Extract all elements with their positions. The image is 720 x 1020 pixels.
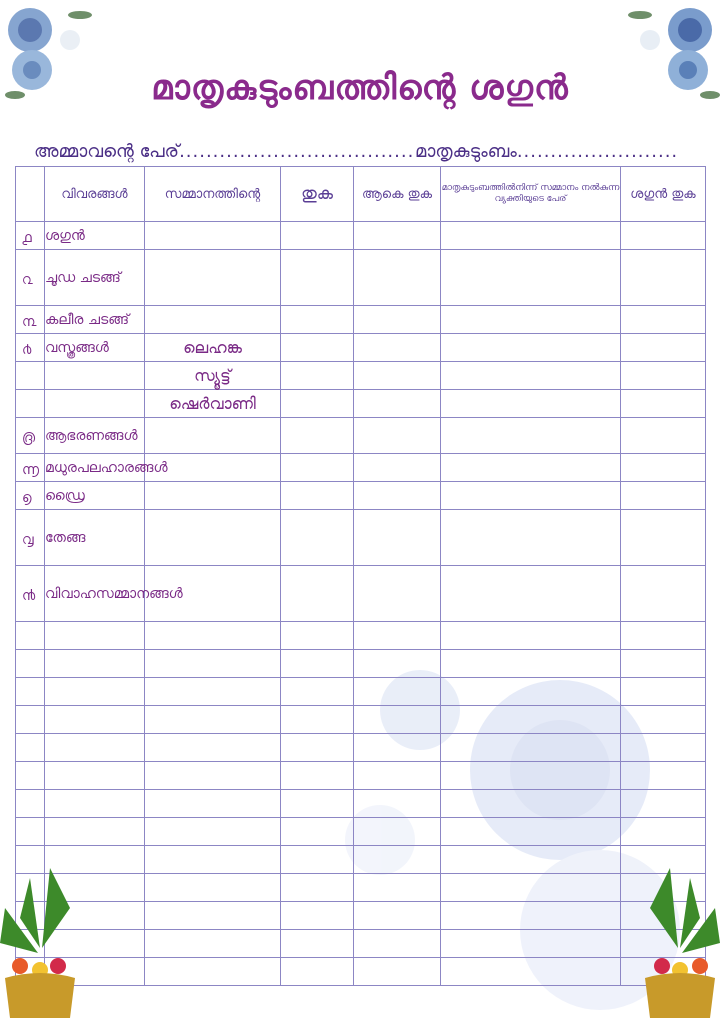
blank-cell[interactable]: [281, 622, 354, 650]
blank-cell[interactable]: [441, 678, 621, 706]
row-gift-item: [145, 222, 281, 250]
blank-table-row: [16, 958, 706, 986]
blank-cell[interactable]: [145, 846, 281, 874]
blank-cell[interactable]: [281, 846, 354, 874]
blank-cell[interactable]: [16, 790, 45, 818]
blank-cell[interactable]: [281, 650, 354, 678]
blank-cell[interactable]: [145, 762, 281, 790]
blank-cell[interactable]: [354, 678, 441, 706]
blank-table-row: [16, 734, 706, 762]
bottom-right-kalash-decoration: [640, 858, 720, 1018]
blank-cell[interactable]: [441, 930, 621, 958]
header-giver-name: മാതൃകുടുംബത്തിൽനിന്ന് സമ്മാനം നൽകുന്ന വ്യക്തിയുടെ പേര്: [441, 167, 621, 222]
blank-cell[interactable]: [145, 874, 281, 902]
maternal-family-label: മാതൃകുടുംബം: [415, 141, 517, 162]
row-number: ൧: [16, 222, 45, 250]
blank-cell[interactable]: [145, 790, 281, 818]
row-total-cell[interactable]: [354, 510, 441, 566]
blank-cell[interactable]: [281, 958, 354, 986]
maternal-family-blank: ........................: [516, 141, 679, 162]
row-total-cell[interactable]: [354, 222, 441, 250]
blank-cell[interactable]: [281, 818, 354, 846]
row-detail-label: തേങ്ങ: [45, 510, 145, 566]
blank-cell[interactable]: [354, 622, 441, 650]
row-shagun-cell[interactable]: [621, 250, 706, 306]
row-detail-label: ആഭരണങ്ങൾ: [45, 418, 145, 454]
blank-cell[interactable]: [145, 902, 281, 930]
table-row: [16, 222, 706, 250]
uncle-name-field[interactable]: [34, 141, 414, 162]
row-giver-cell[interactable]: [441, 334, 621, 362]
row-total-cell[interactable]: [354, 334, 441, 362]
row-amount-cell[interactable]: [281, 482, 354, 510]
row-giver-cell[interactable]: [441, 222, 621, 250]
blank-cell[interactable]: [441, 818, 621, 846]
row-total-cell[interactable]: [354, 454, 441, 482]
blank-cell[interactable]: [281, 762, 354, 790]
blank-cell[interactable]: [45, 706, 145, 734]
blank-cell[interactable]: [354, 846, 441, 874]
blank-cell[interactable]: [45, 790, 145, 818]
row-total-cell[interactable]: [354, 418, 441, 454]
blank-cell[interactable]: [16, 734, 45, 762]
row-gift-item: [145, 418, 281, 454]
blank-cell[interactable]: [441, 846, 621, 874]
row-number: [16, 362, 45, 390]
blank-cell[interactable]: [16, 650, 45, 678]
row-detail-label: ഡ്രൈ: [45, 482, 145, 510]
row-amount-cell[interactable]: [281, 362, 354, 390]
blank-table-row: [16, 930, 706, 958]
row-detail-label: വസ്ത്രങ്ങൾ: [45, 334, 145, 362]
row-detail-label: [45, 362, 145, 390]
row-detail-label: കലീര ചടങ്ങ്: [45, 306, 145, 334]
row-number: ൬: [16, 454, 45, 482]
row-detail-label: മധുരപലഹാരങ്ങൾ: [45, 454, 145, 482]
row-detail-label: വിവാഹസമ്മാനങ്ങൾ: [45, 566, 145, 622]
row-detail-label: ചൂഡ ചടങ്ങ്: [45, 250, 145, 306]
blank-cell[interactable]: [441, 874, 621, 902]
blank-cell[interactable]: [354, 762, 441, 790]
blank-cell[interactable]: [354, 958, 441, 986]
blank-cell[interactable]: [16, 762, 45, 790]
row-amount-cell[interactable]: [281, 510, 354, 566]
header-number: [16, 167, 45, 222]
blank-table-row: [16, 622, 706, 650]
blank-cell[interactable]: [145, 650, 281, 678]
row-detail-label: ശഗുൻ: [45, 222, 145, 250]
row-giver-cell[interactable]: [441, 454, 621, 482]
blank-cell[interactable]: [441, 790, 621, 818]
row-gift-item: [145, 482, 281, 510]
blank-cell[interactable]: [441, 958, 621, 986]
row-total-cell[interactable]: [354, 566, 441, 622]
row-detail-label: [45, 390, 145, 418]
row-shagun-cell[interactable]: [621, 454, 706, 482]
header-details: വിവരങ്ങൾ: [45, 167, 145, 222]
row-total-cell[interactable]: [354, 390, 441, 418]
blank-cell[interactable]: [45, 678, 145, 706]
blank-cell[interactable]: [354, 818, 441, 846]
row-shagun-cell[interactable]: [621, 482, 706, 510]
blank-cell[interactable]: [145, 958, 281, 986]
blank-cell[interactable]: [145, 622, 281, 650]
header-gift: സമ്മാനത്തിന്റെ: [145, 167, 281, 222]
row-total-cell[interactable]: [354, 362, 441, 390]
row-gift-item: ലെഹങ്ക: [145, 334, 281, 362]
blank-cell[interactable]: [145, 818, 281, 846]
blank-cell[interactable]: [354, 930, 441, 958]
uncle-name-blank: ...................................: [179, 141, 415, 162]
row-shagun-cell[interactable]: [621, 510, 706, 566]
blank-cell[interactable]: [441, 734, 621, 762]
blank-cell[interactable]: [16, 706, 45, 734]
row-amount-cell[interactable]: [281, 418, 354, 454]
row-number: ൪: [16, 334, 45, 362]
bottom-left-kalash-decoration: [0, 858, 80, 1018]
blank-cell[interactable]: [621, 678, 706, 706]
blank-cell[interactable]: [354, 734, 441, 762]
blank-cell[interactable]: [281, 930, 354, 958]
shagun-table: [15, 166, 706, 986]
blank-cell[interactable]: [45, 622, 145, 650]
header-shagun-amount: ശഗുൻ തുക: [621, 167, 706, 222]
row-gift-item: സ്യൂട്ട്: [145, 362, 281, 390]
row-shagun-cell[interactable]: [621, 390, 706, 418]
table-row: [16, 510, 706, 566]
row-giver-cell[interactable]: [441, 250, 621, 306]
row-gift-item: [145, 306, 281, 334]
row-gift-item: [145, 250, 281, 306]
row-shagun-cell[interactable]: [621, 334, 706, 362]
blank-table-row: [16, 846, 706, 874]
blank-cell[interactable]: [281, 902, 354, 930]
row-amount-cell[interactable]: [281, 250, 354, 306]
row-giver-cell[interactable]: [441, 390, 621, 418]
table-row: [16, 418, 706, 454]
blank-cell[interactable]: [621, 790, 706, 818]
blank-cell[interactable]: [281, 874, 354, 902]
row-total-cell[interactable]: [354, 482, 441, 510]
blank-cell[interactable]: [45, 734, 145, 762]
blank-table-row: [16, 790, 706, 818]
blank-cell[interactable]: [45, 818, 145, 846]
blank-cell[interactable]: [441, 762, 621, 790]
blank-cell[interactable]: [354, 706, 441, 734]
blank-cell[interactable]: [145, 930, 281, 958]
row-number: ൯: [16, 566, 45, 622]
table-row: [16, 454, 706, 482]
blank-cell[interactable]: [354, 874, 441, 902]
blank-table-row: [16, 650, 706, 678]
row-giver-cell[interactable]: [441, 482, 621, 510]
row-amount-cell[interactable]: [281, 334, 354, 362]
row-number: ൩: [16, 306, 45, 334]
row-shagun-cell[interactable]: [621, 362, 706, 390]
header-amount: തുക: [281, 167, 354, 222]
blank-cell[interactable]: [621, 762, 706, 790]
row-number: ൨: [16, 250, 45, 306]
table-row: [16, 566, 706, 622]
blank-cell[interactable]: [441, 902, 621, 930]
blank-cell[interactable]: [16, 622, 45, 650]
blank-cell[interactable]: [281, 790, 354, 818]
row-shagun-cell[interactable]: [621, 418, 706, 454]
blank-cell[interactable]: [281, 734, 354, 762]
blank-cell[interactable]: [441, 650, 621, 678]
table-row: [16, 250, 706, 306]
blank-cell[interactable]: [45, 762, 145, 790]
table-row: [16, 362, 706, 390]
blank-cell[interactable]: [281, 706, 354, 734]
blank-cell[interactable]: [145, 678, 281, 706]
blank-cell[interactable]: [621, 734, 706, 762]
blank-cell[interactable]: [16, 678, 45, 706]
blank-cell[interactable]: [354, 790, 441, 818]
row-giver-cell[interactable]: [441, 418, 621, 454]
blank-cell[interactable]: [16, 818, 45, 846]
blank-cell[interactable]: [145, 734, 281, 762]
row-number: [16, 390, 45, 418]
table-header-row: [16, 167, 706, 222]
row-giver-cell[interactable]: [441, 362, 621, 390]
blank-cell[interactable]: [441, 706, 621, 734]
maternal-family-field[interactable]: [415, 141, 678, 162]
blank-table-row: [16, 678, 706, 706]
page-title: മാതൃകുടുംബത്തിന്റെ ശഗുൻ: [151, 68, 569, 108]
blank-cell[interactable]: [45, 650, 145, 678]
blank-cell[interactable]: [354, 902, 441, 930]
row-giver-cell[interactable]: [441, 566, 621, 622]
row-number: ൫: [16, 418, 45, 454]
row-gift-item: [145, 510, 281, 566]
row-amount-cell[interactable]: [281, 390, 354, 418]
blank-table-row: [16, 818, 706, 846]
row-amount-cell[interactable]: [281, 566, 354, 622]
row-amount-cell[interactable]: [281, 454, 354, 482]
uncle-name-label: അമ്മാവന്റെ പേര്: [34, 141, 180, 162]
blank-cell[interactable]: [621, 818, 706, 846]
table-row: [16, 390, 706, 418]
header-total-amount: ആകെ തുക: [354, 167, 441, 222]
blank-table-row: [16, 762, 706, 790]
row-total-cell[interactable]: [354, 250, 441, 306]
row-amount-cell[interactable]: [281, 222, 354, 250]
blank-cell[interactable]: [621, 706, 706, 734]
blank-table-row: [16, 706, 706, 734]
blank-cell[interactable]: [354, 650, 441, 678]
row-total-cell[interactable]: [354, 306, 441, 334]
row-number: ൮: [16, 510, 45, 566]
row-shagun-cell[interactable]: [621, 566, 706, 622]
blank-cell[interactable]: [441, 622, 621, 650]
blank-cell[interactable]: [621, 650, 706, 678]
table-row: [16, 306, 706, 334]
row-amount-cell[interactable]: [281, 306, 354, 334]
blank-cell[interactable]: [621, 622, 706, 650]
row-giver-cell[interactable]: [441, 510, 621, 566]
blank-cell[interactable]: [281, 678, 354, 706]
row-number: ൭: [16, 482, 45, 510]
row-shagun-cell[interactable]: [621, 222, 706, 250]
table-row: [16, 482, 706, 510]
row-giver-cell[interactable]: [441, 306, 621, 334]
row-gift-item: ഷെർവാണി: [145, 390, 281, 418]
table-row: [16, 334, 706, 362]
blank-cell[interactable]: [145, 706, 281, 734]
blank-table-row: [16, 874, 706, 902]
blank-table-row: [16, 902, 706, 930]
row-shagun-cell[interactable]: [621, 306, 706, 334]
